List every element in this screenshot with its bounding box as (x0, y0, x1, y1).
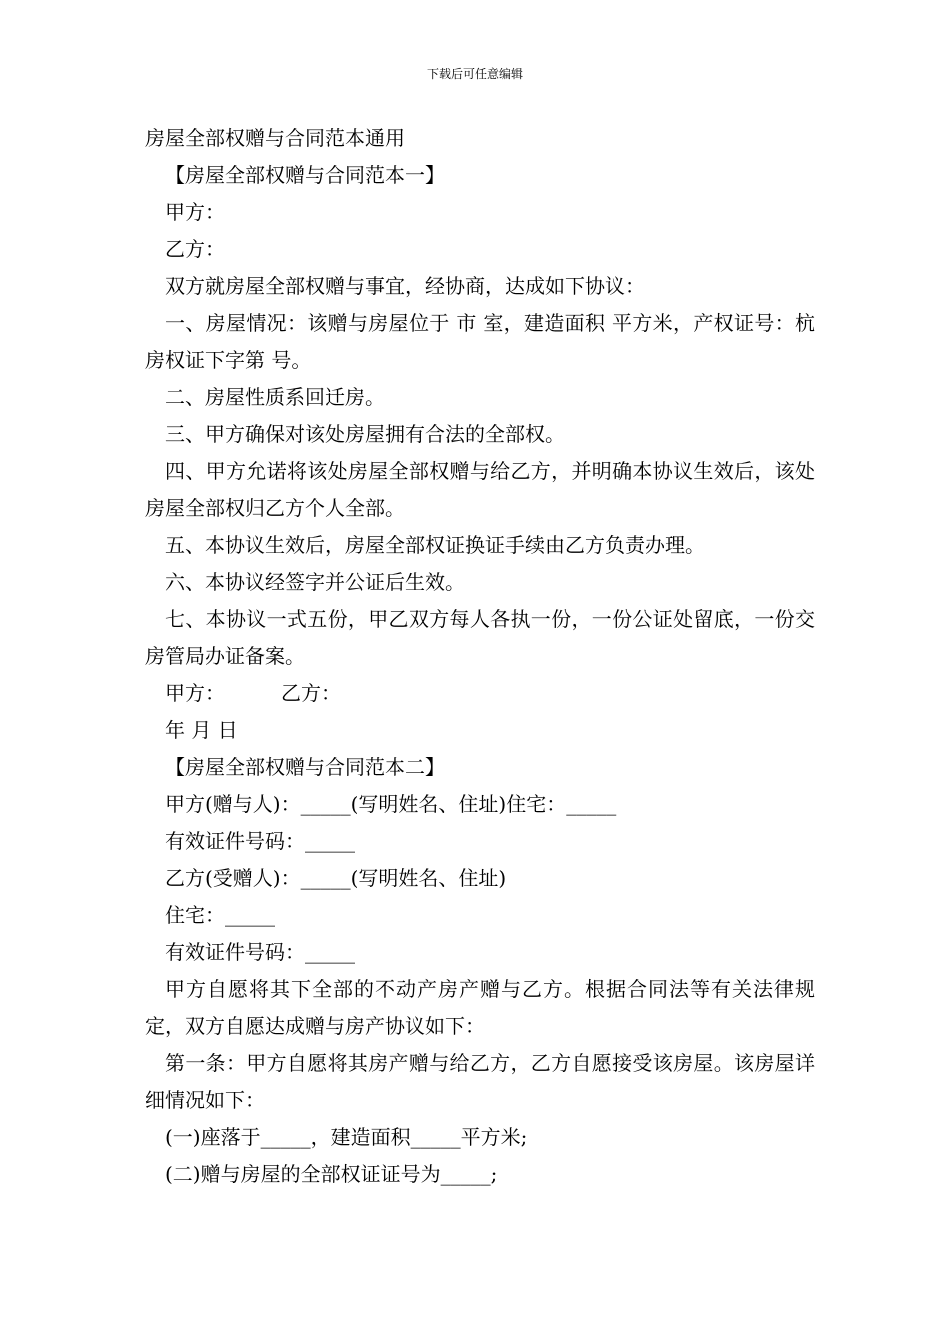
document-title: 房屋全部权赠与合同范本通用 (145, 126, 405, 150)
sample1-clause-3: 三、甲方确保对该处房屋拥有合法的全部权。 (165, 422, 565, 446)
sample2-party-a-id: 有效证件号码：_____ (165, 829, 355, 853)
page-header-note: 下载后可任意编辑 (426, 67, 523, 81)
sample1-date: 年 月 日 (165, 718, 238, 742)
sample1-clause-4: 四、甲方允诺将该处房屋全部权赠与给乙方，并明确本协议生效后，该处房屋全部权归乙方个人全部。 (145, 459, 815, 520)
sample1-party-b: 乙方： (165, 237, 225, 261)
sample1-clause-6: 六、本协议经签字并公证后生效。 (165, 570, 465, 594)
sample1-party-a: 甲方： (165, 200, 225, 224)
sample1-intro: 双方就房屋全部权赠与事宜，经协商，达成如下协议： (165, 274, 645, 298)
sample1-heading: 【房屋全部权赠与合同范本一】 (165, 163, 445, 187)
sample1-sign-party-b: 乙方： (281, 681, 341, 705)
sample2-heading: 【房屋全部权赠与合同范本二】 (165, 755, 445, 779)
sample1-clause-5: 五、本协议生效后，房屋全部权证换证手续由乙方负责办理。 (165, 533, 705, 557)
document-body (145, 120, 815, 1193)
sample2-article-1: 第一条：甲方自愿将其房产赠与给乙方，乙方自愿接受该房屋。该房屋详细情况如下： (145, 1051, 815, 1112)
sample2-preamble: 甲方自愿将其下全部的不动产房产赠与乙方。根据合同法等有关法律规定，双方自愿达成赠与房产协议如下： (145, 977, 815, 1038)
sample2-party-a: 甲方(赠与人)：_____(写明姓名、住址)住宅：_____ (165, 792, 617, 816)
sample1-clause-7: 七、本协议一式五份，甲乙双方每人各执一份，一份公证处留底，一份交房管局办证备案。 (145, 607, 815, 668)
sample2-party-b-id: 有效证件号码：_____ (165, 940, 355, 964)
sample1-clause-1: 一、房屋情况：该赠与房屋位于 市 室，建造面积 平方米，产权证号：杭房权证下字第 号。 (145, 311, 815, 372)
sample2-item-1: (一)座落于_____，建造面积_____平方米; (165, 1125, 528, 1149)
sample1-signature-line (145, 675, 815, 712)
sample1-sign-party-a: 甲方： (165, 681, 225, 705)
sample2-item-2: (二)赠与房屋的全部权证证号为_____; (165, 1162, 498, 1186)
sample1-clause-2: 二、房屋性质系回迁房。 (165, 385, 385, 409)
sample2-party-b-address: 住宅：_____ (165, 903, 275, 927)
sample2-party-b: 乙方(受赠人)：_____(写明姓名、住址) (165, 866, 507, 890)
